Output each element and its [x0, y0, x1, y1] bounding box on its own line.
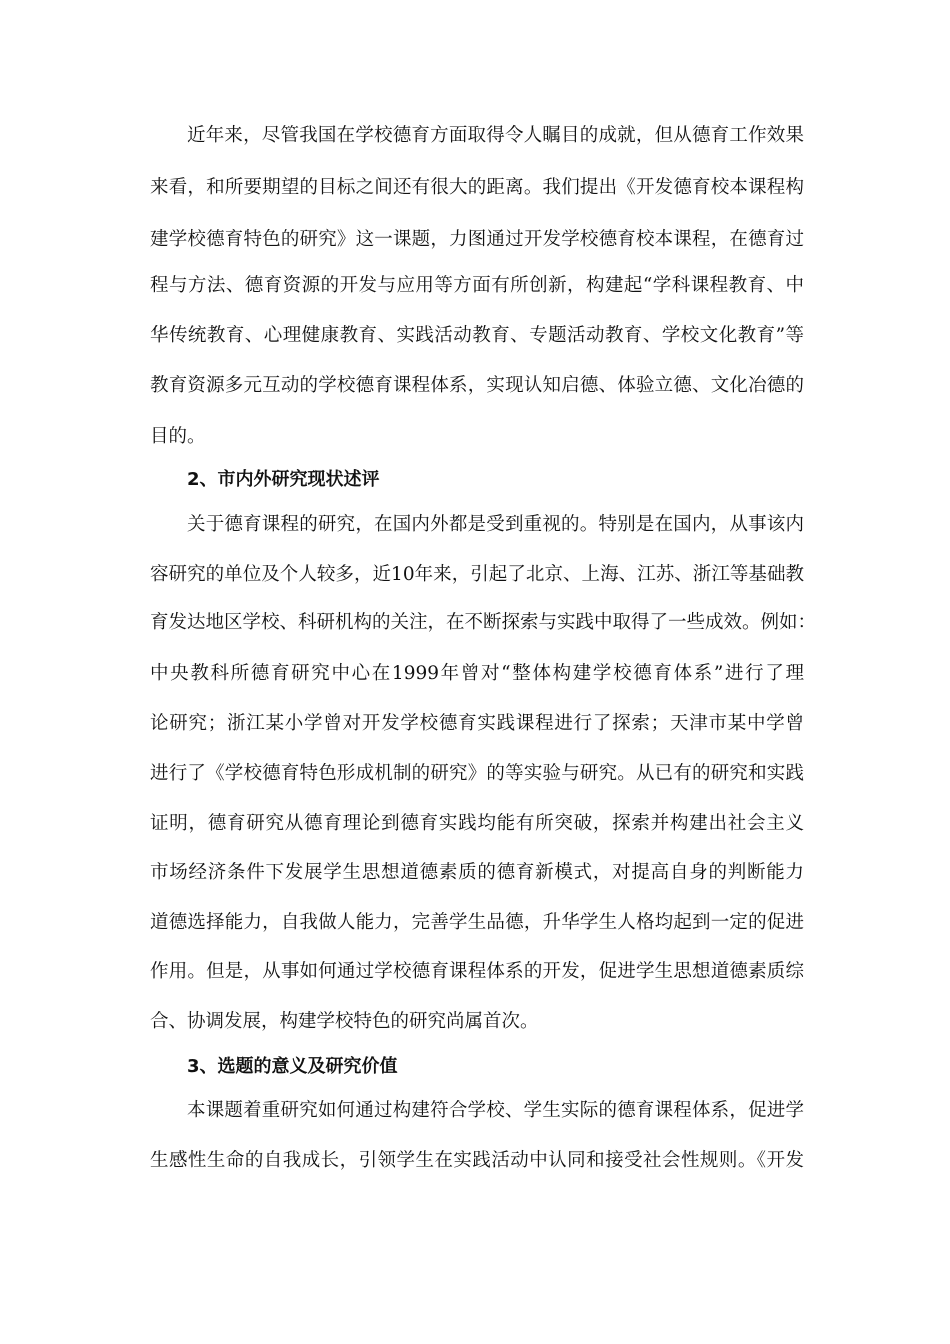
paragraph-line: 关于德育课程的研究，在国内外都是受到重视的。特别是在国内，从事该内 — [187, 514, 804, 535]
paragraph-line: 本课题着重研究如何通过构建符合学校、学生实际的德育课程体系，促进学 — [187, 1100, 804, 1121]
paragraph-line: 目的。 — [150, 426, 206, 447]
section-heading: 3、选题的意义及研究价值 — [187, 1056, 398, 1077]
section-heading: 2、市内外研究现状述评 — [187, 469, 380, 490]
paragraph-line: 合、协调发展，构建学校特色的研究尚属首次。 — [150, 1011, 539, 1032]
paragraph-line: 证明，德育研究从德育理论到德育实践均能有所突破，探索并构建出社会主义 — [150, 813, 804, 834]
paragraph-line: 作用。但是，从事如何通过学校德育课程体系的开发，促进学生思想道德素质综 — [150, 961, 804, 982]
paragraph-line: 中央教科所德育研究中心在1999年曾对“整体构建学校德育体系”进行了理 — [150, 663, 804, 684]
paragraph-line: 近年来，尽管我国在学校德育方面取得令人瞩目的成就，但从德育工作效果 — [187, 125, 804, 146]
paragraph-line: 论研究；浙江某小学曾对开发学校德育实践课程进行了探索；天津市某中学曾 — [150, 713, 804, 734]
paragraph-line: 道德选择能力，自我做人能力，完善学生品德，升华学生人格均起到一定的促进 — [150, 912, 804, 933]
paragraph-line: 容研究的单位及个人较多，近10年来，引起了北京、上海、江苏、浙江等基础教 — [150, 564, 804, 585]
paragraph-line: 市场经济条件下发展学生思想道德素质的德育新模式，对提高自身的判断能力 — [150, 862, 804, 883]
paragraph-line: 华传统教育、心理健康教育、实践活动教育、专题活动教育、学校文化教育”等 — [150, 325, 804, 346]
paragraph-line: 进行了《学校德育特色形成机制的研究》的等实验与研究。从已有的研究和实践 — [150, 763, 804, 784]
paragraph-line: 教育资源多元互动的学校德育课程体系，实现认知启德、体验立德、文化冶德的 — [150, 375, 804, 396]
paragraph-line: 生感性生命的自我成长，引领学生在实践活动中认同和接受社会性规则。《开发 — [150, 1150, 804, 1171]
paragraph-line: 程与方法、德育资源的开发与应用等方面有所创新，构建起“学科课程教育、中 — [150, 275, 804, 296]
paragraph-line: 建学校德育特色的研究》这一课题，力图通过开发学校德育校本课程，在德育过 — [150, 229, 804, 250]
paragraph-line: 来看，和所要期望的目标之间还有很大的距离。我们提出《开发德育校本课程构 — [150, 177, 804, 198]
paragraph-line: 育发达地区学校、科研机构的关注，在不断探索与实践中取得了一些成效。例如： — [150, 612, 817, 633]
